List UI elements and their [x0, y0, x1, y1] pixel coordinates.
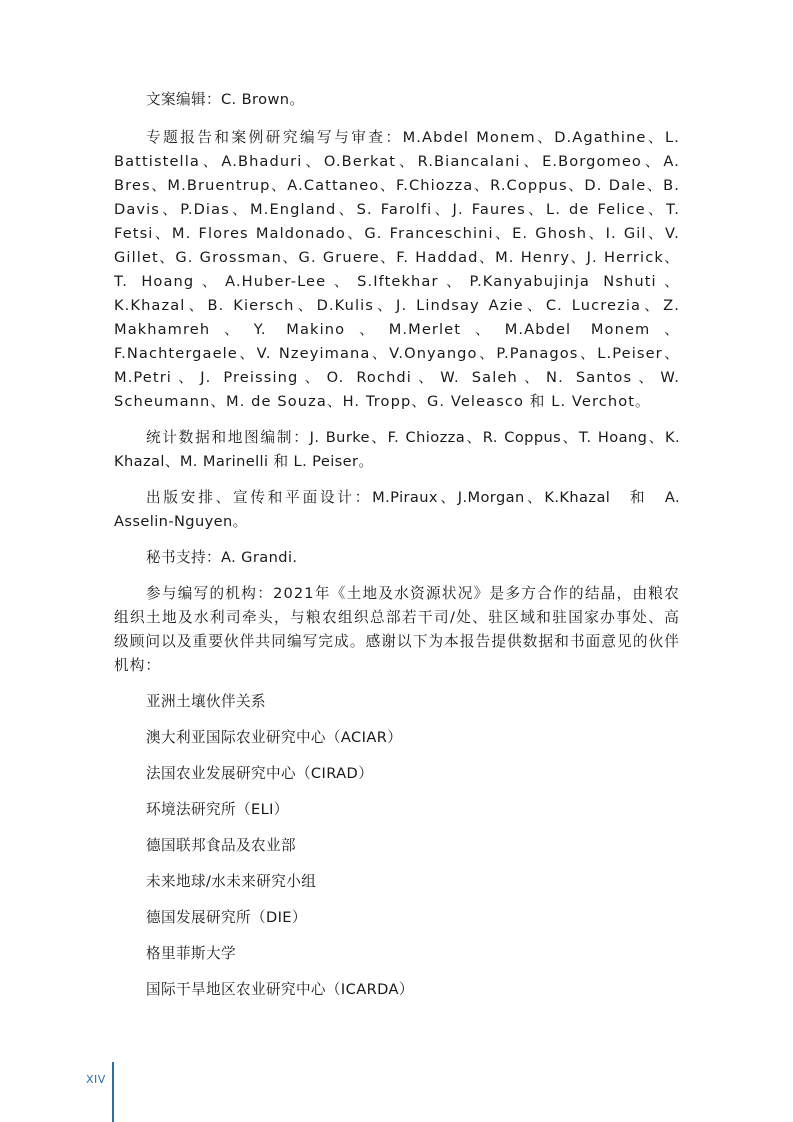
page-number-rule — [112, 1062, 114, 1122]
page-number: XIV — [86, 1073, 106, 1086]
list-item: 未来地球/水未来研究小组 — [146, 873, 317, 890]
statistics-maps-paragraph: 统计数据和地图编制：J. Burke、F. Chiozza、R. Coppus、T. Hoang、K. Khazal、M. Marinelli 和 L. Peiser。 — [114, 429, 680, 470]
contributors-paragraph: 参与编写的机构：2021年《土地及水资源状况》是多方合作的结晶，由粮农组织土地及水利司牵头，与粮农组织总部若干司/处、驻区域和驻国家办事处、高级顾问以及重要伙伴共同编写完成。感谢以下为本报告提供数据和书面意见的伙伴机构： — [114, 585, 680, 674]
list-item: 德国联邦食品及农业部 — [146, 837, 296, 854]
list-item: 国际干旱地区农业研究中心（ICARDA） — [146, 981, 414, 998]
list-item: 法国农业发展研究中心（CIRAD） — [146, 765, 374, 782]
publishing-paragraph: 出版安排、宣传和平面设计：M.Piraux、J.Morgan、K.Khazal 和 A. Asselin-Nguyen。 — [114, 489, 680, 530]
list-item: 德国发展研究所（DIE） — [146, 909, 307, 926]
page-content — [114, 88, 680, 1014]
list-item: 环境法研究所（ELI） — [146, 801, 289, 818]
list-item: 格里菲斯大学 — [146, 945, 236, 962]
list-item: 亚洲土壤伙伴关系 — [146, 693, 266, 710]
institution-list — [114, 690, 680, 1002]
list-item: 澳大利亚国际农业研究中心（ACIAR） — [146, 729, 403, 746]
thematic-reports-paragraph: 专题报告和案例研究编写与审查：M.Abdel Monem、D.Agathine、L. Battistella、A.Bhaduri、O.Berkat、R.Biancalani、E.Borgomeo、A. Bres、M.Bruentrup、A.Cattaneo、F.Chiozza、R.Coppus、D. Dale、B. Davis、P.Dias、M.England、S. Farolfi、J. Faures、L. de Felice、T. Fetsi、M. Flores Maldonado、G. Franceschini、E. Ghosh、I. Gil、V. Gillet、G. Grossman、G. Gruere、F. Haddad、M. Henry、J. Herrick、T. Hoang、A.Huber-Lee、S.Iftekhar、P.Kanyabujinja Nshuti、K.Khazal、B. Kiersch、D.Kulis、J. Lindsay Azie、C. Lucrezia、Z. Makhamreh、Y. Makino、M.Merlet、M.Abdel Monem、F.Nachtergaele、V. Nzeyimana、V.Onyango、P.Panagos、L.Peiser、M.Petri、J. Preissing、O. Rochdi、W. Saleh、N. Santos、W. Scheumann、M. de Souza、H. Tropp、G. Veleasco 和 L. Verchot。 — [114, 129, 680, 410]
copy-editing-paragraph: 文案编辑：C. Brown。 — [146, 91, 305, 108]
secretarial-paragraph: 秘书支持：A. Grandi. — [146, 549, 298, 566]
